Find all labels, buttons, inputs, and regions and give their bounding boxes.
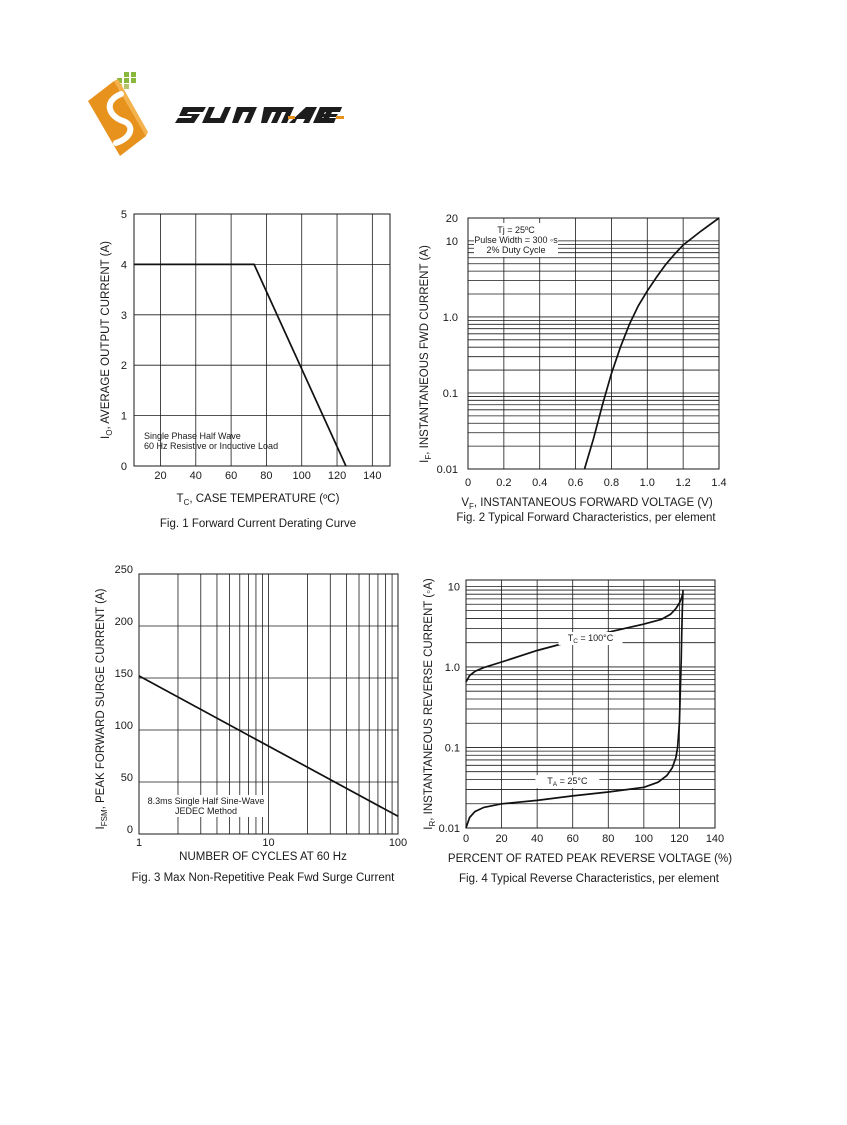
fig3-caption: Fig. 3 Max Non-Repetitive Peak Fwd Surge Current xyxy=(131,872,395,884)
fig2-x-tick-label: 0.4 xyxy=(532,477,548,489)
fig4-x-tick-label: 80 xyxy=(602,833,615,845)
fig4-y-tick-label: 0.1 xyxy=(444,742,460,755)
fig2-annotation-line1: Tj = 25ºC xyxy=(497,225,535,235)
fig4-x-tick-label: 60 xyxy=(566,833,579,845)
fig1-x-tick-label: 100 xyxy=(292,470,311,482)
fig3-y-tick-label: 250 xyxy=(114,564,133,576)
fig4-y-tick-label: 10 xyxy=(447,581,460,594)
fig4-x-axis-label: PERCENT OF RATED PEAK REVERSE VOLTAGE (%) xyxy=(447,853,733,865)
fig3-annotation-line2: JEDEC Method xyxy=(174,806,238,816)
fig2-x-tick-label: 0 xyxy=(464,477,472,489)
fig2-series-line xyxy=(585,218,720,469)
fig1-y-tick-label: 2 xyxy=(120,360,127,373)
fig4-series-label-main: T xyxy=(547,776,553,787)
fig1-y-tick-label: 0 xyxy=(120,461,127,473)
fig2-y-tick-label: 1.0 xyxy=(442,311,458,324)
fig4-y-tick-label: 1.0 xyxy=(444,661,460,674)
fig4-x-tick-label: 0 xyxy=(462,833,470,845)
fig1-caption: Fig. 1 Forward Current Derating Curve xyxy=(159,518,357,530)
fig4-series-label-sub: C xyxy=(573,637,578,645)
fig3-annotation-line1: 8.3ms Single Half Sine-Wave xyxy=(147,796,265,806)
fig3-x-tick-label: 1 xyxy=(135,837,143,849)
fig1-x-tick-label: 80 xyxy=(260,470,273,482)
fig1-x-tick-label: 140 xyxy=(363,470,382,482)
fig1-y-tick-label: 4 xyxy=(120,259,127,272)
fig2-x-tick-label: 1.4 xyxy=(711,477,727,489)
fig3-y-tick-label: 150 xyxy=(114,668,133,680)
fig3-y-tick-label: 200 xyxy=(114,616,133,628)
fig2-annotation-line2: Pulse Width = 300 ◦s xyxy=(474,235,558,245)
fig2-x-tick-label: 1.0 xyxy=(639,477,655,489)
fig4-series-label-rest: = 100°C xyxy=(577,632,614,643)
fig2-y-tick-label: 20 xyxy=(445,213,458,225)
fig1-plot-frame xyxy=(134,214,390,466)
fig2-forward-characteristics xyxy=(419,213,727,524)
fig1-forward-current-derating xyxy=(100,209,390,530)
fig1-x-tick-label: 120 xyxy=(327,470,347,482)
fig2-y-tick-label: 0.1 xyxy=(442,387,458,400)
fig4-x-tick-label: 20 xyxy=(495,833,508,845)
fig4-x-tick-label: 140 xyxy=(705,833,725,845)
fig3-x-tick-label: 100 xyxy=(388,837,408,849)
fig4-x-tick-label: 40 xyxy=(531,833,544,845)
fig2-x-axis-label: $V_F$, INSTANTANEOUS FORWARD VOLTAGE (V) xyxy=(461,497,713,511)
fig4-series-label-sub: A xyxy=(552,781,558,789)
fig3-x-axis-label: NUMBER OF CYCLES AT 60 Hz xyxy=(179,851,347,863)
fig3-y-axis-label: $I_{FSM}$, PEAK FORWARD SURGE CURRENT (A) xyxy=(95,588,109,830)
fig3-y-tick-label: 0 xyxy=(126,824,133,836)
fig1-grid xyxy=(134,214,390,466)
fig2-caption: Fig. 2 Typical Forward Characteristics, per element xyxy=(456,512,716,524)
fig2-x-tick-label: 1.2 xyxy=(675,477,691,489)
fig4-y-tick-label: 0.01 xyxy=(438,823,460,835)
fig4-series-label-main: T xyxy=(567,632,574,643)
fig4-reverse-characteristics xyxy=(423,578,732,885)
fig4-series-label-rest: = 25°C xyxy=(557,776,588,787)
fig3-peak-surge-current xyxy=(95,564,407,884)
fig2-x-tick-label: 0.6 xyxy=(567,477,584,489)
fig4-caption: Fig. 4 Typical Reverse Characteristics, per element xyxy=(459,873,719,885)
fig1-x-tick-label: 40 xyxy=(189,470,202,482)
fig1-x-axis-label: $T_C$, CASE TEMPERATURE (ºC) xyxy=(176,493,340,507)
fig1-y-tick-label: 3 xyxy=(120,309,127,322)
fig4-y-axis-label: $I_R$, INSTANTANEOUS REVERSE CURRENT (◦A) xyxy=(423,578,437,830)
fig4-plot-frame xyxy=(466,580,715,828)
fig4-x-tick-label: 100 xyxy=(634,833,654,845)
fig1-annotation-line1: Single Phase Half Wave xyxy=(144,431,241,441)
fig1-y-tick-label: 5 xyxy=(120,209,127,221)
fig4-x-tick-label: 120 xyxy=(670,833,689,845)
fig3-x-tick-label: 10 xyxy=(262,837,275,849)
fig1-annotation-line2: 60 Hz Resistive or Inductive Load xyxy=(144,441,279,451)
fig2-y-tick-label: 10 xyxy=(445,235,458,248)
fig2-y-tick-label: 0.01 xyxy=(436,464,458,476)
fig3-y-tick-label: 100 xyxy=(114,720,133,732)
fig1-y-tick-label: 1 xyxy=(120,410,127,423)
fig2-y-axis-label: $I_F$, INSTANTANEOUS FWD CURRENT (A) xyxy=(419,245,433,463)
fig2-x-tick-label: 0.8 xyxy=(603,477,620,489)
fig3-y-tick-label: 50 xyxy=(120,772,133,784)
fig4-grid xyxy=(466,580,715,828)
fig2-x-tick-label: 0.2 xyxy=(496,477,512,489)
fig1-x-tick-label: 20 xyxy=(154,470,167,482)
fig2-annotation-line3: 2% Duty Cycle xyxy=(486,245,546,255)
fig1-x-tick-label: 60 xyxy=(224,470,238,482)
fig2-series xyxy=(585,218,720,469)
fig1-y-axis-label: $I_O$, AVERAGE OUTPUT CURRENT (A) xyxy=(100,241,114,439)
